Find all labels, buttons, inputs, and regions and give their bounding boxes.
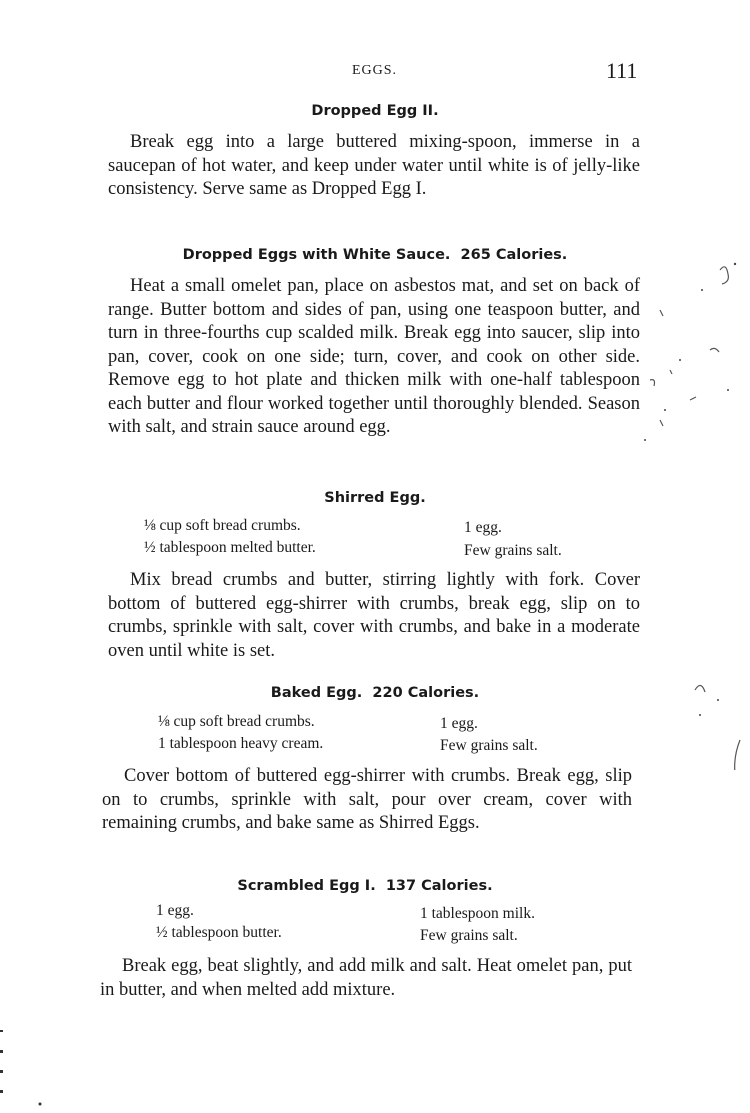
ingredient-item: ½ tablespoon melted butter.	[144, 539, 316, 556]
recipe-body-dropped-egg-2	[108, 131, 640, 202]
recipe-body-text: Heat a small omelet pan, place on asbestos mat, and set on back of range. Butter bottom and sides of pan, using one teaspoon butter, and turn in three-fourths cup scalded milk. Break egg into saucer, slip into pan, cover, cook on one side; turn, cover, and cook on other side. Remove egg to hot plate and thicken milk with one-half tablespoon each butter and flour worked together until thoroughly blended. Season with salt, and strain sauce around egg.	[108, 276, 640, 437]
calorie-count: 265 Calories.	[460, 247, 568, 263]
recipe-title-shirred-egg	[0, 490, 750, 506]
recipe-title: Dropped Egg II.	[311, 103, 439, 119]
recipe-body-text: Mix bread crumbs and butter, stirring lightly with fork. Cover bottom of buttered egg-shirrer with crumbs, break egg, slip on to crumbs, sprinkle with salt, cover with crumbs, and bake in a moderate oven until white is set.	[108, 570, 640, 661]
running-head: EGGS.	[352, 63, 398, 78]
recipe-title: Baked Egg.	[270, 685, 363, 701]
recipe-body-scrambled-egg-1	[100, 955, 632, 1002]
ingredient-item: Few grains salt.	[420, 927, 518, 944]
recipe-body-text: Break egg, beat slightly, and add milk and salt. Heat omelet pan, put in butter, and when melted add mixture.	[100, 956, 632, 1000]
recipe-title: Scrambled Egg I.	[237, 878, 376, 894]
recipe-body-text: Cover bottom of buttered egg-shirrer with crumbs. Break egg, slip on to crumbs, sprinkle with salt, pour over cream, cover with remaining crumbs, and bake same as Shirred Eggs.	[102, 766, 632, 833]
ingredient-item: Few grains salt.	[464, 542, 562, 559]
recipe-title-dropped-eggs-white-sauce	[0, 247, 750, 263]
ingredient-item: ½ tablespoon butter.	[156, 924, 282, 941]
recipe-title-baked-egg	[0, 685, 750, 701]
margin-scan-marks	[0, 1020, 60, 1113]
calorie-count: 137 Calories.	[385, 878, 493, 894]
recipe-title-scrambled-egg-1	[0, 878, 740, 894]
recipe-body-text: Break egg into a large buttered mixing-spoon, immerse in a saucepan of hot water, and keep under water until white is of jelly-like consistency. Serve same as Dropped Egg I.	[108, 132, 640, 199]
recipe-body-shirred-egg	[108, 569, 640, 663]
ingredient-item: 1 egg.	[156, 902, 194, 919]
recipe-body-dropped-eggs-white-sauce	[108, 275, 640, 440]
recipe-title: Dropped Eggs with White Sauce.	[182, 247, 451, 263]
ingredient-item: Few grains salt.	[440, 737, 538, 754]
ingredient-item: ⅛ cup soft bread crumbs.	[158, 713, 315, 730]
page-number: 111	[606, 58, 638, 83]
ingredient-item: 1 tablespoon heavy cream.	[158, 735, 324, 752]
scan-noise-marks	[640, 250, 750, 770]
calorie-count: 220 Calories.	[372, 685, 480, 701]
ingredient-item: 1 egg.	[464, 519, 502, 536]
ingredient-item: 1 egg.	[440, 715, 478, 732]
ingredient-item: 1 tablespoon milk.	[420, 905, 535, 922]
recipe-body-baked-egg	[102, 765, 632, 836]
recipe-title-dropped-egg-2	[0, 103, 750, 119]
recipe-title: Shirred Egg.	[324, 490, 426, 506]
ingredient-item: ⅛ cup soft bread crumbs.	[144, 517, 301, 534]
